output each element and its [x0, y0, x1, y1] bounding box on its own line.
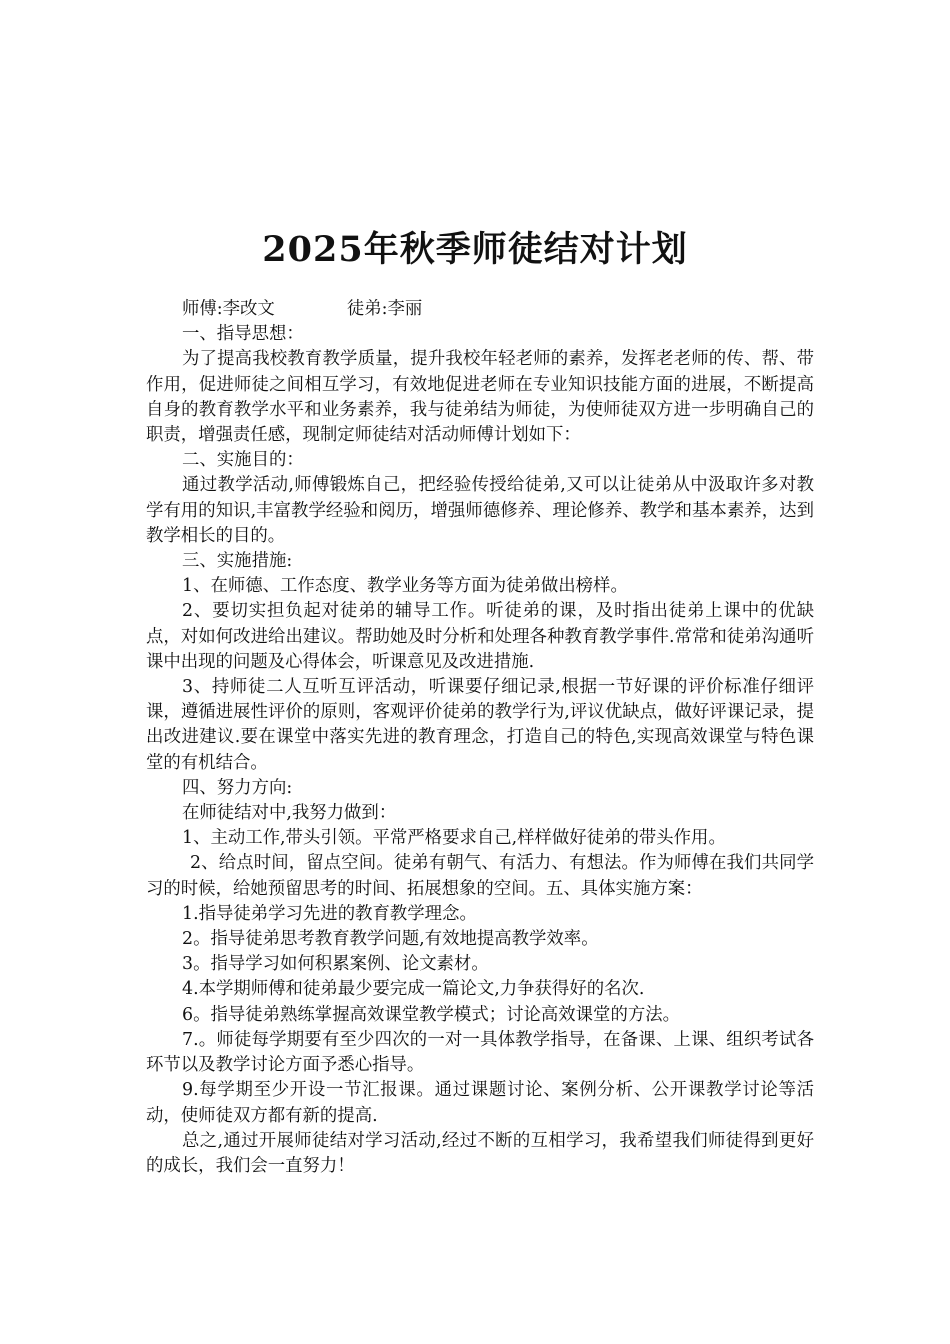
plan-item-7: 7.。师徒每学期要有至少四次的一对一具体教学指导，在备课、上课、组织考试各环节以及教学讨论方面予悉心指导。	[146, 1029, 814, 1076]
apprentice-name: 徒弟:李丽	[346, 299, 423, 319]
section-heading-guiding-thought: 一、指导思想：	[182, 324, 304, 345]
document-title: 2025年秋季师徒结对计划	[262, 229, 688, 270]
paragraph-guiding-thought: 为了提高我校教育教学质量，提升我校年轻老师的素养，发挥老老师的传、帮、带作用，促进师徒之间相互学习，有效地促进老师在专业知识技能方面的进展，不断提高自身的教育教学水平和业务素养，我与徒弟结为师徒，为使师徒双方进一步明确自己的职责，增强责任感，现制定师徒结对活动师傅计划如下：	[146, 349, 814, 446]
mentor-name: 师傅:李改文	[182, 299, 275, 319]
document-body	[146, 297, 814, 1179]
mentor-apprentice-line	[146, 297, 814, 322]
direction-item-1: 1、主动工作,带头引领。平常严格要求自己,样样做好徒弟的带头作用。	[182, 828, 726, 849]
plan-item-1: 1.指导徒弟学习先进的教育教学理念。	[182, 903, 477, 924]
measure-item-2: 2、要切实担负起对徒弟的辅导工作。听徒弟的课，及时指出徒弟上课中的优缺点，对如何改进给出建议。帮助她及时分析和处理各种教育教学事件.常常和徒弟沟通听课中出现的问题及心得体会，听课意见及改进措施.	[146, 601, 814, 672]
plan-item-4: 4.本学期师傅和徒弟最少要完成一篇论文,力争获得好的名次.	[182, 979, 645, 1000]
plan-item-9: 9.每学期至少开设一节汇报课。通过课题讨论、案例分析、公开课教学讨论等活动，使师徒双方都有新的提高.	[146, 1080, 814, 1126]
paragraph-purpose: 通过教学活动,师傅锻炼自己，把经验传授给徒弟,又可以让徒弟从中汲取许多对教学有用的知识,丰富教学经验和阅历，增强师德修养、理论修养、教学和基本素养，达到教学相长的目的。	[146, 475, 814, 546]
section-heading-purpose: 二、实施目的：	[182, 450, 304, 471]
conclusion-paragraph: 总之,通过开展师徒结对学习活动,经过不断的互相学习，我希望我们师徒得到更好的成长，我们会一直努力！	[146, 1130, 814, 1176]
plan-item-3: 3。指导学习如何积累案例、论文素材。	[182, 954, 489, 975]
section-heading-direction: 四、努力方向:	[182, 777, 293, 798]
measure-item-3: 3、持师徒二人互听互评活动，听课要仔细记录,根据一节好课的评价标准仔细评课，遵循进展性评价的原则，客观评价徒弟的教学行为,评议优缺点，做好评课记录，提出改进建议.要在课堂中落实先进的教育理念，打造自己的特色,实现高效课堂与特色课堂的有机结合。	[146, 677, 814, 773]
direction-intro: 在师徒结对中,我努力做到：	[182, 803, 397, 824]
plan-item-2: 2。指导徒弟思考教育教学问题,有效地提高教学效率。	[182, 929, 599, 950]
measure-item-1: 1、在师德、工作态度、教学业务等方面为徒弟做出榜样。	[182, 576, 628, 597]
section-heading-measures: 三、实施措施:	[182, 551, 293, 572]
plan-item-6: 6。指导徒弟熟练掌握高效课堂教学模式；讨论高效课堂的方法。	[182, 1004, 681, 1025]
direction-item-2: 2、给点时间，留点空间。徒弟有朝气、有活力、有想法。作为师傅在我们共同学习的时候，给她预留思考的时间、拓展想象的空间。五、具体实施方案：	[146, 853, 814, 899]
